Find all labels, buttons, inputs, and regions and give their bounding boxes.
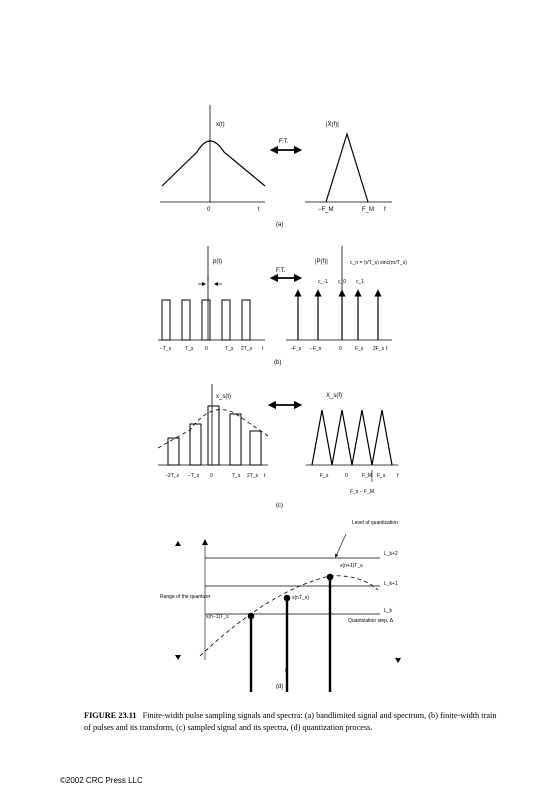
level-pointer-arrow: [336, 534, 346, 556]
range-up-arrowhead: [175, 541, 181, 546]
copyright-footer: ©2002 CRC Press LLC: [60, 776, 143, 785]
tick-c-t-4: 2T_s: [247, 473, 259, 479]
zero-label: 0: [207, 207, 211, 213]
sampled-pulse-0: [168, 438, 179, 465]
sampled-pulse-2: [208, 406, 219, 465]
tick-b-f-2: 0: [339, 346, 342, 352]
level-of-quant-label: Level of quantization: [352, 520, 398, 526]
tick-c-f-2: F_M: [362, 473, 372, 479]
tick-b-t-1: T_s: [185, 346, 194, 352]
ft-label: F.T.: [279, 139, 289, 145]
sampled-pulses: [168, 406, 261, 465]
pulse-0: [162, 300, 170, 340]
level-lk2-label: L_k+2: [384, 551, 398, 557]
pulse-1: [182, 300, 190, 340]
tick-b-t-3: T_s: [225, 346, 234, 352]
level-lk1-label: L_k+1: [384, 581, 398, 587]
panel-c-label: (c): [276, 503, 283, 509]
tick-b-f-0: −F_s: [290, 346, 302, 352]
fm-label: F_M: [362, 207, 374, 213]
sample-point-1: [248, 613, 255, 620]
pulse-train: [162, 300, 250, 340]
ticks-b-left: [160, 346, 264, 352]
tick-b-t-2: 0: [205, 346, 208, 352]
tick-c-f-4: f: [397, 473, 399, 479]
ticks-c-right: [320, 473, 399, 479]
panel-b-label: (b): [274, 360, 282, 366]
tick-b-f-1: −F_s: [310, 346, 322, 352]
tick-b-f-3: F_s: [355, 346, 364, 352]
ticks-b-right: [290, 346, 388, 352]
tick-b-f-5: f: [386, 346, 388, 352]
panel-a: [160, 105, 392, 228]
quant-step-label: Quantization step, Δ: [348, 618, 394, 624]
pulse-4: [242, 300, 250, 340]
spectrum-triangle: [326, 134, 368, 202]
panel-d-label: (d): [276, 684, 284, 690]
sample-label-2: x(nT_s): [292, 595, 309, 601]
panel-c: [158, 384, 399, 509]
figure-number: FIGURE 23.11: [84, 711, 137, 720]
panel-d: [160, 520, 401, 692]
panel-a-label: (a): [276, 222, 284, 228]
axis-d-down-arrowhead: [395, 658, 401, 663]
envelope-dashed: [158, 410, 268, 448]
c1-label: c_1: [356, 279, 365, 285]
t-label-d: t: [285, 668, 287, 674]
ft-label-b: F.T.: [276, 268, 286, 274]
fs-minus-fm-label: F_s − F_M: [350, 489, 375, 495]
Xf-label: |X(f)|: [326, 122, 339, 128]
caption-text: Finite-width pulse sampling signals and spectra: (a) bandlimited signal and spectrum, (b) finite-width train of pulses and its transform, (c) sampled signal and its spectra, (d) quantization process.: [84, 711, 497, 732]
tick-c-t-5: t: [264, 473, 266, 479]
sample-label-3: x(n+1)T_s: [340, 563, 363, 569]
panel-b: [158, 246, 407, 366]
tick-c-f-0: F_s: [320, 473, 329, 479]
tau-label: τ: [207, 277, 209, 283]
sample-point-3: [327, 574, 334, 581]
pulse-2: [202, 300, 210, 340]
ticks-c-left: [165, 473, 266, 479]
tick-b-t-0: −T_s: [160, 346, 172, 352]
range-quantizer-label: Range of the quantizer: [160, 594, 211, 600]
cn-formula: c_n = (τ/T_s) sinc(nτ/T_s): [350, 260, 407, 266]
tick-c-t-0: −2T_s: [165, 473, 180, 479]
tick-c-f-1: 0: [345, 473, 348, 479]
tick-b-t-5: t: [262, 346, 264, 352]
Xsf-label: X_s(f): [326, 393, 343, 399]
f-label: f: [384, 207, 386, 213]
sample-label-1: x(n−1)T_s: [206, 614, 229, 620]
Pf-label: |P(f)|: [315, 259, 328, 265]
sampled-spectrum-triangles: [312, 410, 392, 465]
c-minus-label: c_-1: [318, 279, 328, 285]
level-lk-label: L_k: [384, 608, 393, 614]
impulse-spectrum: [298, 293, 378, 340]
t-label: t: [258, 207, 260, 213]
range-down-arrowhead: [175, 655, 181, 660]
pulse-3: [222, 300, 230, 340]
tick-c-f-3: F_s: [377, 473, 386, 479]
xt-label: x(t): [216, 122, 225, 128]
sample-point-2: [284, 595, 291, 602]
tick-c-t-3: T_s: [232, 473, 241, 479]
sampled-pulse-3: [230, 414, 241, 465]
tick-b-t-4: 2T_s: [241, 346, 253, 352]
tick-c-t-1: −T_s: [188, 473, 200, 479]
figure-caption: [84, 710, 504, 734]
neg-fm-label: −F_M: [318, 207, 334, 213]
tick-c-t-2: 0: [210, 473, 213, 479]
tick-b-f-4: 2F_s: [373, 346, 385, 352]
c0-label: c_0: [338, 279, 347, 285]
sampled-pulse-1: [190, 424, 201, 465]
bandlimited-signal-curve: [162, 141, 265, 186]
xst-label: x_s(t): [216, 394, 231, 400]
axis-d-up-arrowhead: [202, 539, 208, 545]
pt-label: p(t): [213, 259, 222, 265]
sampled-pulse-4: [250, 431, 261, 465]
